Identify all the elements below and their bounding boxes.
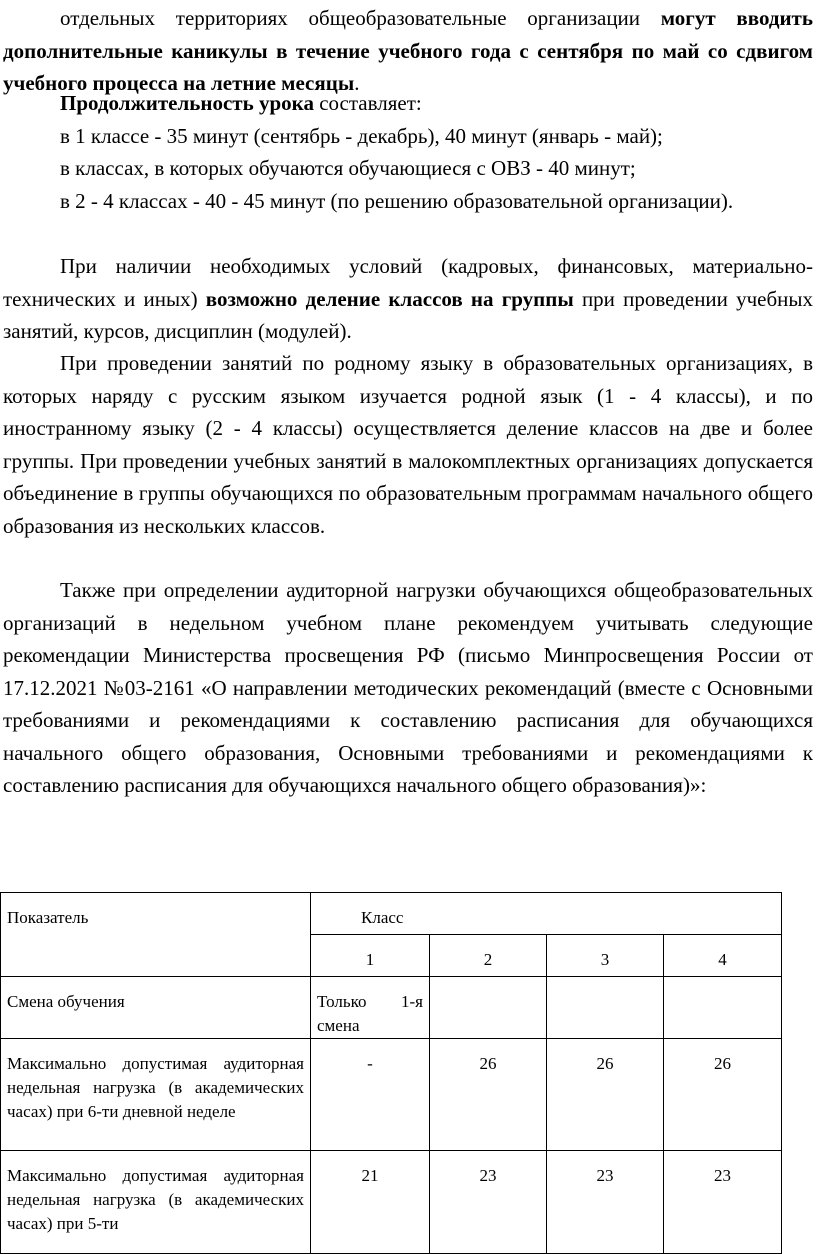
- paragraph-grades2-4-duration: в 2 - 4 классах - 40 - 45 минут (по решению образовательной организации).: [60, 189, 734, 213]
- table-cell: 21: [311, 1151, 430, 1254]
- paragraph-language-groups: При проведении занятий по родному языку в образовательных организациях, в которых наряду с русским языком изучается родной язык (1 - 4 классы), и по иностранному языку (2 - 4 классы) осуществляется деление классов на две и более группы. При проведении учебных занятий в малокомплектных организациях допускается объединение в группы обучающихся по образовательным программам начального общего образования из нескольких классов.: [3, 351, 813, 538]
- table-row-label: Смена обучения: [1, 977, 311, 1039]
- table-class-number: 2: [430, 935, 547, 977]
- table-cell: Только 1-я смена: [311, 977, 430, 1039]
- paragraph-text: При наличии необходимых условий (кадровых, финансовых, материально-технических и иных): [3, 254, 813, 311]
- paragraph-text: отдельных территориях общеобразовательные организации: [60, 6, 661, 30]
- table-header-row: [1, 893, 782, 935]
- table-cell: [664, 977, 782, 1039]
- bold-text: возможно деление классов на группы: [205, 286, 574, 311]
- paragraph-lesson-duration: [3, 87, 813, 120]
- table-row-label: Максимально допустимая аудиторная недельная нагрузка (в академических часах) при 5-ти: [1, 1151, 311, 1254]
- paragraph-text: при проведении учебных занятий, курсов, дисциплин (модулей).: [3, 286, 814, 343]
- paragraph-ovz-duration: в классах, в которых обучаются обучающиеся с ОВЗ - 40 минут;: [60, 156, 636, 180]
- table-row-label: Максимально допустимая аудиторная недельная нагрузка (в академических часах) при 6-ти дневной неделе: [1, 1039, 311, 1151]
- paragraph-group-division: [3, 250, 813, 348]
- paragraph-holidays: [3, 2, 813, 100]
- table-cell: -: [311, 1039, 430, 1151]
- table-cell: [547, 977, 664, 1039]
- table-class-number: 4: [664, 935, 782, 977]
- bold-text: Продолжительность урока: [60, 91, 314, 115]
- table-row: [1, 977, 782, 1039]
- table-row: [1, 1039, 782, 1151]
- paragraph-text: составляет:: [313, 91, 422, 115]
- table-cell: 26: [547, 1039, 664, 1151]
- table-cell: 23: [664, 1151, 782, 1254]
- table-cell: 23: [430, 1151, 547, 1254]
- table-cell: [430, 977, 547, 1039]
- table-cell: 26: [664, 1039, 782, 1151]
- paragraph-text: .: [354, 71, 360, 95]
- paragraph-recommendations: Также при определении аудиторной нагрузки обучающихся общеобразовательных организаций в недельном учебном плане рекомендуем учитывать следующие рекомендации Министерства просвещения РФ (письмо Минпросвещения России от 17.12.2021 №03-2161 «О направлении методических рекомендаций (вместе с Основными требованиями и рекомендациями к составлению расписания для обучающихся начального общего образования, Основными требованиями и рекомендациями к составлению расписания для обучающихся начального общего образования)»:: [3, 578, 813, 797]
- workload-table: [0, 892, 782, 1254]
- bold-text: могут вводить дополнительные каникулы в течение учебного года с сентября по май со сдвигом учебного процесса на летние месяцы: [3, 6, 813, 95]
- table-class-number: 3: [547, 935, 664, 977]
- table-cell: 23: [547, 1151, 664, 1254]
- table-class-number: 1: [311, 935, 430, 977]
- table-cell: 26: [430, 1039, 547, 1151]
- table-header-indicator: Показатель: [1, 893, 311, 977]
- table-header-class: Класс: [311, 893, 782, 935]
- table-row: [1, 1151, 782, 1254]
- paragraph-grade1-duration: в 1 классе - 35 минут (сентябрь - декабрь), 40 минут (январь - май);: [60, 124, 663, 148]
